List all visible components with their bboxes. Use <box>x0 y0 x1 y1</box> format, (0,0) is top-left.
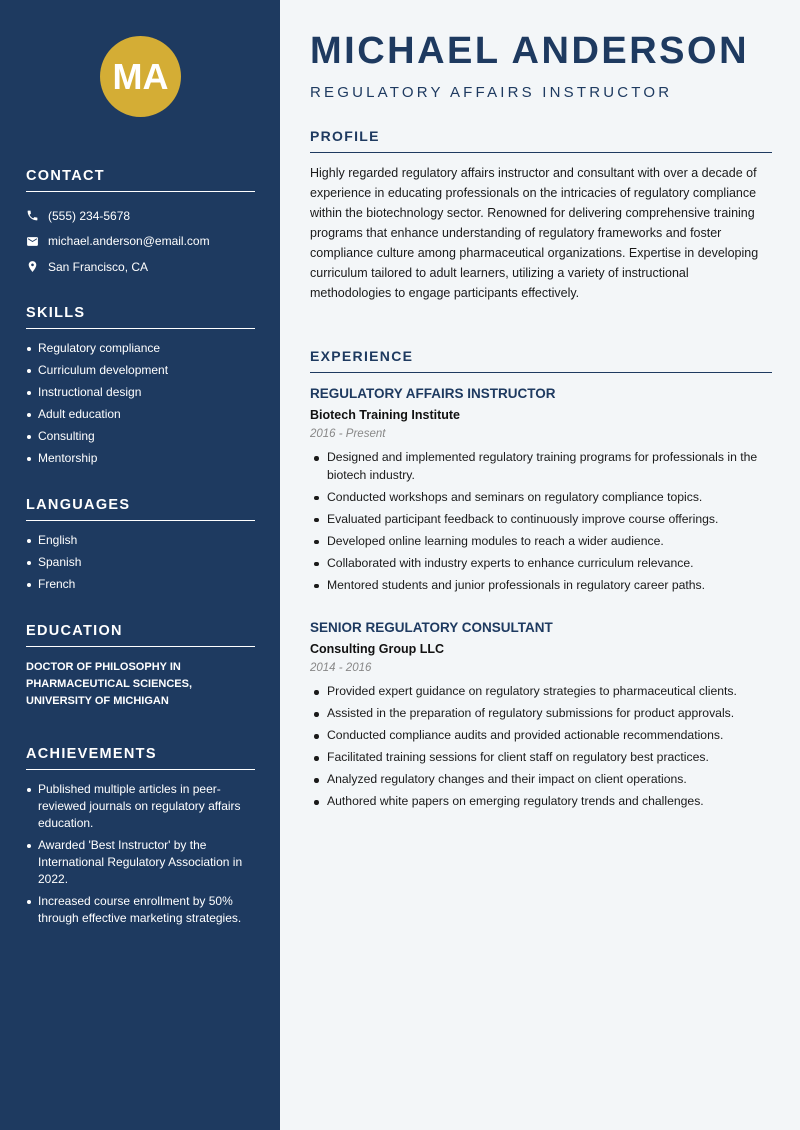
achievements-list <box>26 781 255 927</box>
languages-list <box>26 532 255 593</box>
profile-heading: PROFILE <box>310 128 772 153</box>
job-bullet: Facilitated training sessions for client staff on regulatory best practices. <box>310 749 772 767</box>
job-bullet: Conducted workshops and seminars on regulatory compliance topics. <box>310 489 772 507</box>
email-icon <box>26 235 39 248</box>
achievement-item: Awarded 'Best Instructor' by the International Regulatory Association in 2022. <box>26 837 255 888</box>
language-item: Spanish <box>26 554 255 571</box>
job-title: REGULATORY AFFAIRS INSTRUCTOR <box>310 386 556 401</box>
experience-heading: EXPERIENCE <box>310 348 772 373</box>
contact-section <box>26 168 255 280</box>
skills-heading: SKILLS <box>26 305 255 329</box>
language-item: English <box>26 532 255 549</box>
job-bullet: Authored white papers on emerging regulatory trends and challenges. <box>310 793 772 811</box>
job-company: Biotech Training Institute <box>310 408 461 422</box>
languages-heading: LANGUAGES <box>26 497 255 521</box>
job-dates: 2016 - Present <box>310 428 386 440</box>
languages-section <box>26 497 255 598</box>
job-bullet: Conducted compliance audits and provided actionable recommendations. <box>310 727 772 745</box>
skill-item: Mentorship <box>26 450 255 467</box>
job-bullet: Evaluated participant feedback to continuously improve course offerings. <box>310 511 772 529</box>
skills-list <box>26 340 255 467</box>
location-pin-icon <box>26 260 39 273</box>
job-bullet: Provided expert guidance on regulatory strategies to pharmaceutical clients. <box>310 683 772 701</box>
achievement-item: Published multiple articles in peer-reviewed journals on regulatory affairs education. <box>26 781 255 832</box>
job-entry <box>310 386 772 599</box>
contact-location <box>26 254 255 280</box>
job-bullet: Collaborated with industry experts to enhance curriculum relevance. <box>310 555 772 573</box>
skill-item: Instructional design <box>26 384 255 401</box>
job-company: Consulting Group LLC <box>310 642 445 656</box>
job-entry <box>310 620 772 815</box>
skill-item: Consulting <box>26 428 255 445</box>
language-item: French <box>26 576 255 593</box>
education-degree: DOCTOR OF PHILOSOPHY IN PHARMACEUTICAL SCIENCES, UNIVERSITY OF MICHIGAN <box>26 661 193 707</box>
achievement-item: Increased course enrollment by 50% through effective marketing strategies. <box>26 893 255 927</box>
contact-email[interactable] <box>26 229 255 255</box>
achievements-heading: ACHIEVEMENTS <box>26 746 255 770</box>
job-bullet: Developed online learning modules to reach a wider audience. <box>310 533 772 551</box>
candidate-title: REGULATORY AFFAIRS INSTRUCTOR <box>310 84 673 101</box>
education-section <box>26 623 255 710</box>
phone-icon <box>26 209 39 222</box>
email-text: michael.anderson@email.com <box>48 234 210 249</box>
job-dates: 2014 - 2016 <box>310 662 372 674</box>
avatar: MA <box>100 36 181 117</box>
skill-item: Curriculum development <box>26 362 255 379</box>
skills-section <box>26 305 255 472</box>
candidate-name: MICHAEL ANDERSON <box>310 30 750 72</box>
job-bullet: Analyzed regulatory changes and their impact on client operations. <box>310 771 772 789</box>
profile-text: Highly regarded regulatory affairs instructor and consultant with over a decade of experience in educating professionals on the intricacies of regulatory compliance within the biotechnology sector. Renowned for delivering comprehensive training programs that enhance understanding of regulatory frameworks and foster compliance culture among pharmaceutical organizations. Expertise in developing curriculum tailored to adult learners, utilizing a variety of instructional methodologies to engage participants effectively. <box>310 166 759 300</box>
skill-item: Adult education <box>26 406 255 423</box>
education-heading: EDUCATION <box>26 623 255 647</box>
phone-text: (555) 234-5678 <box>48 208 131 223</box>
job-bullet: Assisted in the preparation of regulatory submissions for product approvals. <box>310 705 772 723</box>
contact-heading: CONTACT <box>26 168 255 192</box>
job-bullets <box>310 449 772 594</box>
job-bullets <box>310 683 772 811</box>
job-bullet: Designed and implemented regulatory training programs for professionals in the biotech industry. <box>310 449 772 484</box>
achievements-section <box>26 746 255 932</box>
location-text: San Francisco, CA <box>48 259 149 274</box>
skill-item: Regulatory compliance <box>26 340 255 357</box>
sidebar <box>0 0 280 1130</box>
contact-phone[interactable] <box>26 203 255 229</box>
job-bullet: Mentored students and junior professionals in regulatory career paths. <box>310 577 772 595</box>
job-title: SENIOR REGULATORY CONSULTANT <box>310 620 553 635</box>
